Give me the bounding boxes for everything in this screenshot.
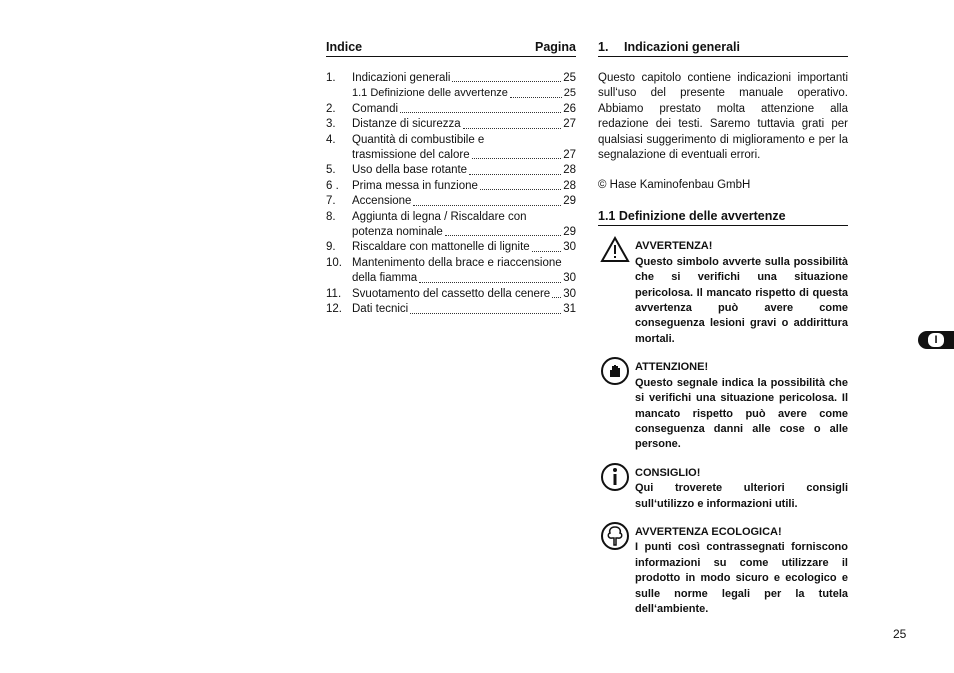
- notice-block: [598, 360, 848, 452]
- toc-leader-dots: [472, 158, 562, 159]
- toc-item-number: 4.: [326, 133, 336, 146]
- section-title: Indicazioni generali: [624, 40, 740, 54]
- toc-item: [326, 194, 576, 209]
- toc-item-page: 27: [563, 118, 576, 131]
- notice-block: [598, 239, 848, 347]
- toc-leader-dots: [445, 235, 561, 236]
- hand-caution-icon: [600, 356, 630, 386]
- intro-paragraph: Questo capitolo contiene indicazioni importanti sull‘uso del presente manuale operativo. Abbiamo prestato molta attenzione alla redazione dei testi. Saremo tuttavia grati per qualsiasi suggerimento di miglioramento e per la segnalazione di eventuali errori.: [598, 72, 848, 162]
- notice-label: AVVERTENZA!: [635, 240, 713, 253]
- toc-item-label: Comandi: [352, 102, 399, 115]
- copyright-line: © Hase Kaminofenbau GmbH: [598, 179, 751, 192]
- toc-item: [326, 256, 576, 271]
- table-of-contents: [326, 40, 576, 318]
- toc-item-number: 11.: [326, 287, 342, 300]
- toc-item-label: Svuotamento del cassetto della cenere: [352, 287, 551, 300]
- toc-item-label: potenza nominale: [352, 226, 443, 239]
- toc-item-label: Uso della base rotante: [352, 164, 468, 177]
- toc-item: [326, 133, 576, 148]
- toc-item: [326, 210, 576, 225]
- toc-item: [326, 117, 576, 132]
- page-number: 25: [893, 627, 907, 641]
- toc-item-page: 30: [563, 287, 576, 300]
- toc-item-label: Accensione: [352, 195, 412, 208]
- toc-item-page: 30: [563, 241, 576, 254]
- toc-item-page: 25: [563, 72, 576, 84]
- toc-item-number: 12.: [326, 303, 342, 316]
- toc-item-label: Prima messa in funzione: [352, 179, 478, 192]
- toc-page-label: Pagina: [535, 40, 576, 54]
- toc-leader-dots: [413, 205, 561, 206]
- toc-item-page: 28: [563, 179, 576, 192]
- subsection-heading: 1.1 Definizione delle avvertenze: [598, 209, 848, 226]
- section-number: 1.: [598, 40, 609, 54]
- info-icon: [600, 462, 630, 492]
- toc-leader-dots: [463, 128, 562, 129]
- notice-label: CONSIGLIO!: [635, 466, 701, 479]
- toc-item-label: Distanze di sicurezza: [352, 118, 461, 131]
- toc-item-number: 9.: [326, 241, 336, 254]
- toc-item: [326, 102, 576, 117]
- toc-leader-dots: [552, 297, 561, 298]
- language-tab: [918, 331, 954, 349]
- toc-item: [326, 163, 576, 178]
- toc-item-label: Mantenimento della brace e riaccensione: [352, 256, 562, 269]
- notice-text: Questo segnale indica la possibilità che si verifichi una situazione pericolosa. Il mancato rispetto può avere come conseguenza danni alle cose o alle persone.: [635, 376, 848, 451]
- toc-item: [326, 86, 576, 101]
- tree-eco-icon: [600, 521, 630, 551]
- toc-item-number: 8.: [326, 210, 336, 223]
- toc-leader-dots: [419, 282, 561, 283]
- toc-item: [326, 240, 576, 255]
- notice-block: [598, 525, 848, 617]
- toc-header: [326, 40, 576, 57]
- toc-item-page: 25: [563, 87, 576, 100]
- toc-leader-dots: [532, 251, 561, 252]
- toc-item: [326, 71, 576, 86]
- toc-leader-dots: [400, 112, 561, 113]
- toc-list: [326, 71, 576, 318]
- toc-leader-dots: [510, 97, 562, 98]
- toc-item-label: Indicazioni generali: [352, 72, 451, 84]
- toc-item-label: Aggiunta di legna / Riscaldare con: [352, 210, 527, 223]
- notice-block: [598, 466, 848, 512]
- toc-item: [326, 179, 576, 194]
- toc-item-number: 6 .: [326, 179, 339, 192]
- notice-text: I punti così contrassegnati forniscono informazioni su come utilizzare il prodotto in modo sicuro e ecologico e sulle norme legali per la tutela dell‘ambiente.: [635, 541, 848, 615]
- toc-item-page: 28: [563, 164, 576, 177]
- toc-item-number: 10.: [326, 256, 342, 269]
- toc-item-number: 2.: [326, 102, 336, 115]
- toc-item-label: Quantità di combustibile e: [352, 133, 485, 146]
- toc-item-label: della fiamma: [352, 272, 418, 285]
- toc-item-label: 1.1 Definizione delle avvertenze: [352, 87, 508, 100]
- toc-item-label: Dati tecnici: [352, 303, 409, 316]
- toc-item-number: 5.: [326, 164, 336, 177]
- toc-item: [326, 225, 576, 240]
- toc-item: [326, 148, 576, 163]
- toc-leader-dots: [410, 313, 561, 314]
- notice-text: Qui troverete ulteriori consigli sull‘utilizzo e informazioni utili.: [635, 482, 848, 510]
- toc-leader-dots: [452, 81, 561, 82]
- toc-title: Indice: [326, 40, 363, 54]
- notice-label: AVVERTENZA ECOLOGICA!: [635, 525, 782, 538]
- section-heading: [598, 40, 848, 57]
- toc-item-number: 3.: [326, 118, 336, 131]
- toc-leader-dots: [480, 189, 561, 190]
- toc-item-page: 26: [563, 102, 576, 115]
- toc-item: [326, 271, 576, 286]
- right-column: [598, 40, 848, 617]
- toc-item-page: 29: [563, 226, 576, 239]
- language-tab-label: I: [928, 333, 944, 347]
- toc-item-number: 7.: [326, 195, 336, 208]
- toc-item-page: 31: [563, 303, 576, 316]
- toc-item-page: 30: [563, 272, 576, 285]
- notice-list: [598, 239, 848, 617]
- notice-text: Questo simbolo avverte sulla possibilità che si verifichi una situazione pericolosa. Il mancato rispetto di questa avvertenza può avere come conseguenza lesioni gravi o addirittura mortali.: [635, 255, 848, 345]
- toc-leader-dots: [469, 174, 561, 175]
- toc-item-label: trasmissione del calore: [352, 149, 470, 162]
- toc-item-page: 29: [563, 195, 576, 208]
- toc-item-page: 27: [563, 149, 576, 162]
- toc-item-number: 1.: [326, 72, 336, 84]
- notice-label: ATTENZIONE!: [635, 361, 709, 374]
- warning-triangle-icon: [600, 235, 630, 265]
- toc-item: [326, 287, 576, 302]
- toc-item-label: Riscaldare con mattonelle di lignite: [352, 241, 530, 254]
- toc-item: [326, 302, 576, 317]
